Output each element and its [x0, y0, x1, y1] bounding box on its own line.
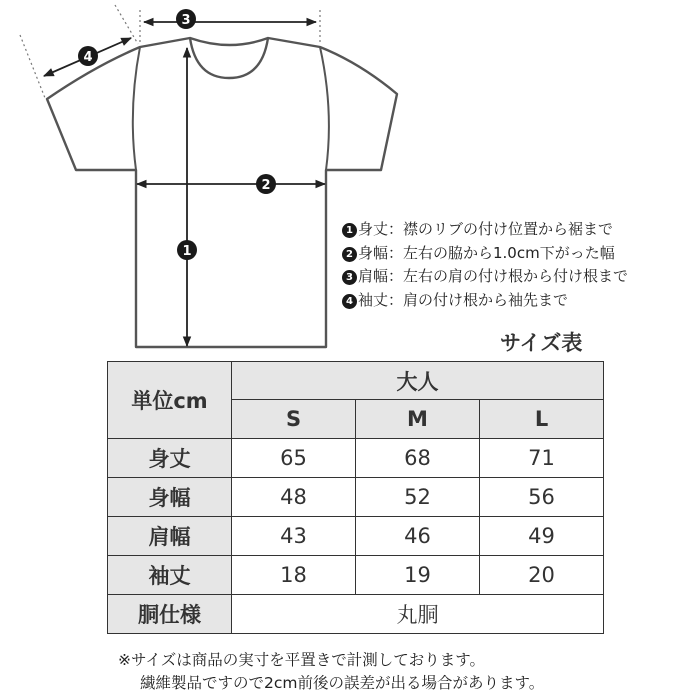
measurement-notes	[342, 218, 628, 312]
svg-text:2: 2	[261, 178, 271, 193]
table-cell: 65	[232, 439, 356, 478]
table-cell: 49	[480, 517, 604, 556]
row-label: 身幅	[108, 478, 232, 517]
note-text: 袖丈：肩の付け根から袖先まで	[358, 290, 569, 309]
marker-badge: 4	[342, 294, 357, 309]
note-text: 身丈：襟のリブの付け位置から裾まで	[358, 220, 614, 238]
table-cell: 52	[356, 478, 480, 517]
table-cell: 19	[356, 556, 480, 595]
table-row	[108, 595, 604, 634]
size-header-s: S	[232, 400, 356, 439]
table-cell: 46	[356, 517, 480, 556]
svg-text:4: 4	[83, 50, 93, 65]
marker-badge: 1	[342, 223, 357, 238]
marker-badge: 3	[342, 270, 357, 285]
size-table	[107, 361, 604, 634]
footnote-line: ※サイズは商品の実寸を平置きで計測しております。	[118, 651, 486, 669]
note-line	[342, 242, 628, 266]
table-row	[108, 517, 604, 556]
table-cell: 68	[356, 439, 480, 478]
svg-text:3: 3	[181, 13, 191, 28]
table-row	[108, 556, 604, 595]
svg-text:1: 1	[182, 244, 192, 259]
body-type-value: 丸胴	[232, 595, 604, 634]
table-row	[108, 478, 604, 517]
table-cell: 56	[480, 478, 604, 517]
row-label: 袖丈	[108, 556, 232, 595]
note-line	[342, 265, 628, 289]
marker-badge: 2	[342, 247, 357, 262]
footnote	[118, 649, 544, 695]
note-text: 身幅：左右の脇から1.0cm下がった幅	[358, 243, 615, 262]
table-row	[108, 439, 604, 478]
table-cell: 18	[232, 556, 356, 595]
marker-2	[256, 174, 276, 194]
marker-1	[177, 240, 197, 260]
row-label: 胴仕様	[108, 595, 232, 634]
note-text: 肩幅：左右の肩の付け根から付け根まで	[358, 267, 629, 285]
row-label: 身丈	[108, 439, 232, 478]
table-cell: 48	[232, 478, 356, 517]
marker-3	[176, 9, 196, 29]
group-header: 大人	[232, 362, 604, 400]
footnote-line: 繊維製品ですので2cm前後の誤差が出る場合があります。	[140, 674, 545, 692]
table-cell: 20	[480, 556, 604, 595]
size-header-l: L	[480, 400, 604, 439]
table-cell: 43	[232, 517, 356, 556]
row-label: 肩幅	[108, 517, 232, 556]
unit-header: 単位cm	[108, 362, 232, 439]
size-table-title: サイズ表	[500, 331, 583, 355]
note-line	[342, 218, 628, 242]
note-line	[342, 289, 628, 313]
marker-4	[78, 46, 98, 66]
size-header-m: M	[356, 400, 480, 439]
table-cell: 71	[480, 439, 604, 478]
guide-line	[115, 5, 138, 44]
guide-line	[20, 35, 45, 98]
